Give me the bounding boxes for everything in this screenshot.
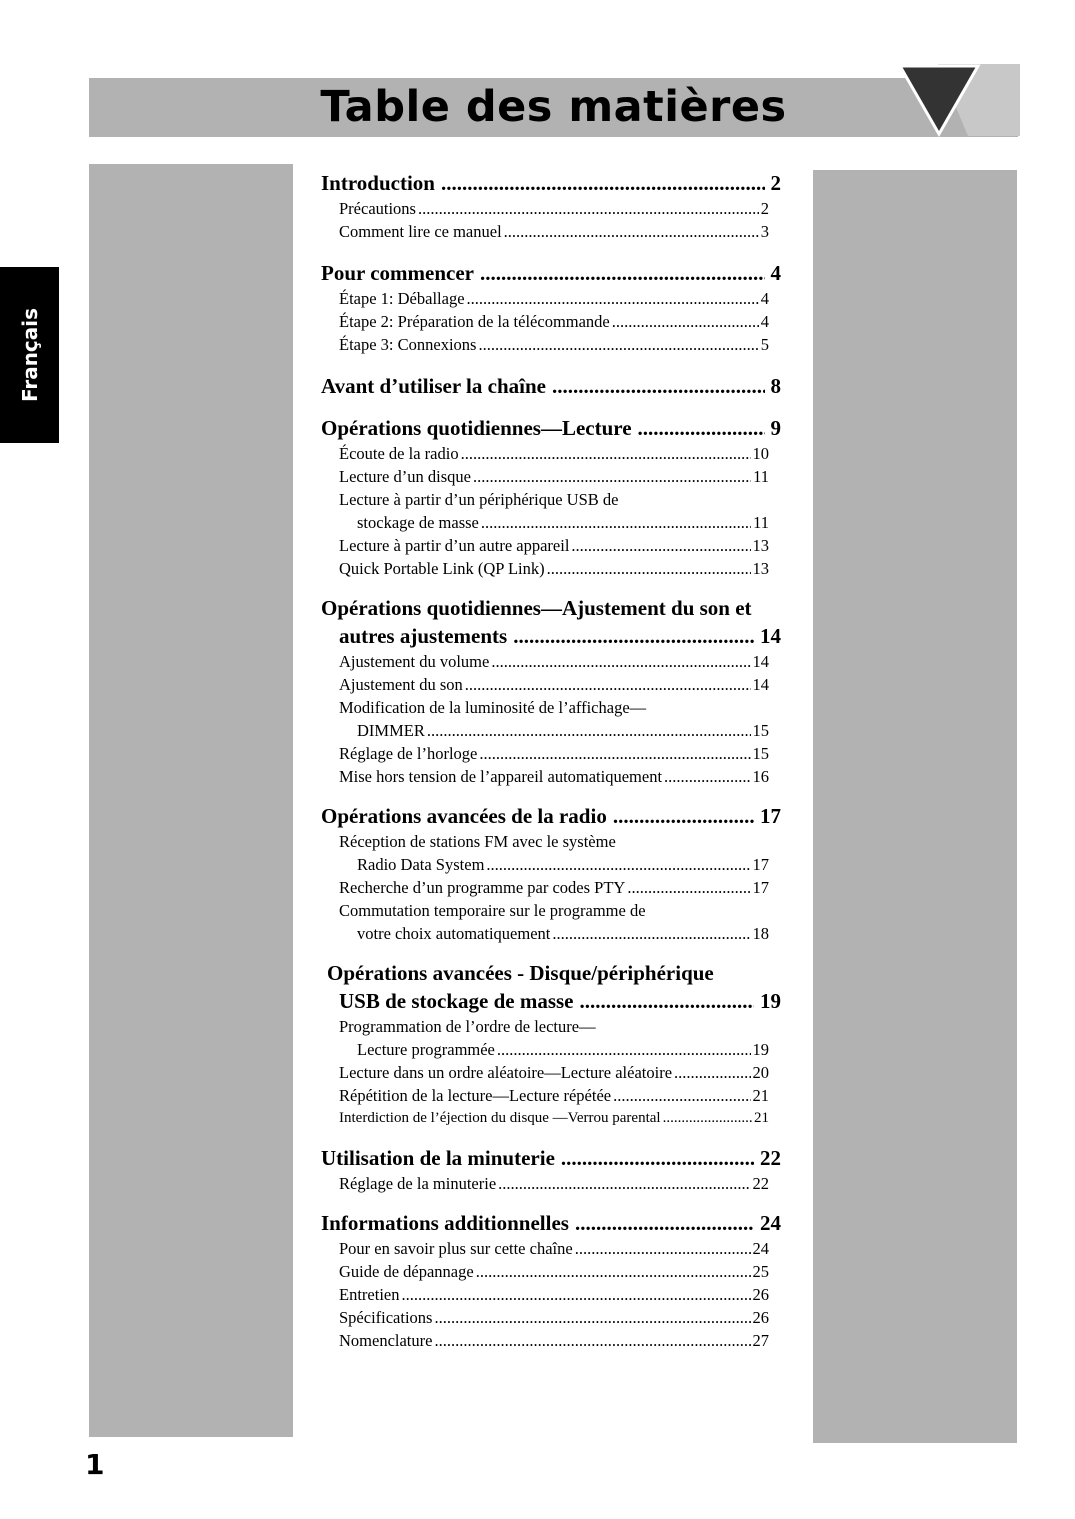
dot-leader — [552, 372, 765, 400]
section-page: 14 — [760, 624, 781, 648]
table-of-contents — [321, 169, 781, 1352]
section-heading[interactable] — [321, 372, 781, 400]
toc-entry[interactable] — [321, 650, 769, 673]
toc-entry-continued[interactable] — [321, 922, 769, 945]
toc-entry[interactable] — [321, 1306, 769, 1329]
toc-entry[interactable] — [321, 1172, 769, 1195]
section-page: 4 — [770, 261, 781, 285]
section-heading[interactable] — [321, 259, 781, 287]
entry-title: Modification de la luminosité de l’affichage— — [339, 698, 647, 717]
section-page: 19 — [760, 989, 781, 1013]
dot-leader — [434, 1329, 750, 1352]
dot-leader — [427, 719, 751, 742]
entry-title: DIMMER — [357, 721, 425, 740]
dot-leader — [491, 650, 750, 673]
toc-section-disque-usb — [321, 959, 781, 1130]
section-title: Opérations quotidiennes—Lecture — [321, 416, 632, 440]
entry-page: 11 — [753, 513, 769, 532]
section-heading-continued[interactable] — [321, 987, 781, 1015]
dot-leader — [674, 1061, 750, 1084]
toc-entry[interactable] — [321, 1237, 769, 1260]
toc-section-lecture — [321, 414, 781, 580]
toc-entry[interactable] — [321, 310, 769, 333]
entry-title: Pour en savoir plus sur cette chaîne — [339, 1239, 573, 1258]
section-title: Opérations quotidiennes—Ajustement du son et — [321, 596, 752, 620]
section-title: Utilisation de la minuterie — [321, 1146, 555, 1170]
entry-title: Lecture programmée — [357, 1040, 495, 1059]
toc-entry[interactable] — [321, 442, 769, 465]
dot-leader — [476, 1260, 751, 1283]
dot-leader — [467, 287, 759, 310]
entry-page: 3 — [760, 222, 769, 241]
section-title: USB de stockage de masse — [339, 989, 574, 1013]
dot-leader — [613, 802, 754, 830]
left-gray-column — [89, 164, 293, 1437]
toc-entry-continued[interactable] — [321, 853, 769, 876]
section-heading[interactable] — [321, 1144, 781, 1172]
section-page: 9 — [770, 416, 781, 440]
toc-entry[interactable] — [321, 673, 769, 696]
toc-entry-continued[interactable] — [321, 1038, 769, 1061]
entry-page: 17 — [752, 855, 769, 874]
entry-title: Précautions — [339, 199, 416, 218]
section-heading[interactable] — [321, 169, 781, 197]
toc-entry-continued[interactable] — [321, 511, 769, 534]
entry-title: Recherche d’un programme par codes PTY — [339, 878, 626, 897]
toc-entry[interactable] — [321, 287, 769, 310]
section-page: 24 — [760, 1211, 781, 1235]
dot-leader — [473, 465, 751, 488]
toc-entry[interactable] — [321, 534, 769, 557]
section-title: Informations additionnelles — [321, 1211, 569, 1235]
entry-page: 15 — [752, 744, 769, 763]
toc-section-informations — [321, 1209, 781, 1352]
dot-leader — [434, 1306, 750, 1329]
entry-page: 4 — [760, 312, 769, 331]
entry-title: Réglage de l’horloge — [339, 744, 478, 763]
dot-leader — [575, 1237, 751, 1260]
entry-title: Ajustement du son — [339, 675, 463, 694]
toc-section-ajustement — [321, 594, 781, 788]
entry-title: Écoute de la radio — [339, 444, 459, 463]
toc-entry[interactable] — [321, 1107, 769, 1130]
entry-title: Comment lire ce manuel — [339, 222, 502, 241]
entry-title: Radio Data System — [357, 855, 485, 874]
section-heading-continued[interactable] — [321, 622, 781, 650]
toc-entry[interactable] — [321, 220, 769, 243]
toc-section-pour-commencer — [321, 259, 781, 356]
section-title: autres ajustements — [339, 624, 508, 648]
dot-leader — [418, 197, 759, 220]
entry-page: 13 — [752, 559, 769, 578]
dot-leader — [401, 1283, 750, 1306]
dot-leader — [547, 557, 751, 580]
entry-title: Interdiction de l’éjection du disque —Verrou parental — [339, 1110, 661, 1126]
toc-entry[interactable] — [321, 465, 769, 488]
entry-title: Lecture à partir d’un autre appareil — [339, 536, 570, 555]
dot-leader — [513, 622, 754, 650]
entry-title: Lecture à partir d’un périphérique USB de — [339, 490, 619, 509]
entry-title: stockage de masse — [357, 513, 479, 532]
entry-title: Spécifications — [339, 1308, 433, 1327]
dot-leader — [504, 220, 759, 243]
entry-title: Réception de stations FM avec le système — [339, 832, 616, 851]
entry-title: Commutation temporaire sur le programme de — [339, 901, 646, 920]
toc-entry[interactable] — [321, 488, 769, 511]
section-title: Avant d’utiliser la chaîne — [321, 374, 546, 398]
entry-page: 17 — [752, 878, 769, 897]
dot-leader — [465, 673, 751, 696]
toc-entry[interactable] — [321, 742, 769, 765]
entry-page: 11 — [753, 467, 769, 486]
toc-entry[interactable] — [321, 557, 769, 580]
entry-title: Étape 1: Déballage — [339, 289, 465, 308]
section-title: Introduction — [321, 171, 435, 195]
entry-title: Réglage de la minuterie — [339, 1174, 497, 1193]
dot-leader — [478, 333, 758, 356]
entry-page: 4 — [760, 289, 769, 308]
entry-page: 5 — [760, 335, 769, 354]
dot-leader — [552, 922, 750, 945]
entry-page: 26 — [752, 1308, 769, 1327]
toc-entry[interactable] — [321, 765, 769, 788]
entry-title: Lecture dans un ordre aléatoire—Lecture aléatoire — [339, 1063, 673, 1082]
dot-leader — [613, 1084, 750, 1107]
toc-entry[interactable] — [321, 1061, 769, 1084]
dot-leader — [612, 310, 759, 333]
section-page: 2 — [770, 171, 781, 195]
dot-leader — [479, 742, 750, 765]
right-gray-column — [813, 170, 1017, 1443]
entry-title: Entretien — [339, 1285, 400, 1304]
section-heading[interactable] — [321, 1209, 781, 1237]
entry-page: 2 — [760, 199, 769, 218]
section-page: 22 — [760, 1146, 781, 1170]
entry-page: 14 — [752, 675, 769, 694]
toc-entry-continued[interactable] — [321, 719, 769, 742]
entry-title: Ajustement du volume — [339, 652, 490, 671]
section-heading[interactable] — [321, 802, 781, 830]
entry-title: Lecture d’un disque — [339, 467, 471, 486]
entry-page: 27 — [752, 1331, 769, 1350]
section-heading[interactable] — [321, 594, 781, 622]
toc-section-minuterie — [321, 1144, 781, 1195]
section-heading[interactable] — [321, 414, 781, 442]
section-title: Pour commencer — [321, 261, 474, 285]
toc-section-avant-utiliser — [321, 372, 781, 400]
dot-leader — [497, 1038, 751, 1061]
entry-page: 14 — [752, 652, 769, 671]
toc-entry[interactable] — [321, 1329, 769, 1352]
dot-leader — [498, 1172, 750, 1195]
dot-leader — [461, 442, 751, 465]
language-label: Français — [17, 307, 42, 403]
page-title: Table des matières — [320, 82, 787, 132]
entry-page: 25 — [752, 1262, 769, 1281]
toc-entry[interactable] — [321, 1084, 769, 1107]
language-tab — [0, 267, 59, 443]
toc-entry[interactable] — [321, 696, 769, 719]
corner-triangle-icon — [898, 64, 1020, 140]
toc-entry[interactable] — [321, 1015, 769, 1038]
entry-page: 15 — [752, 721, 769, 740]
entry-page: 21 — [754, 1110, 769, 1126]
entry-page: 13 — [752, 536, 769, 555]
entry-page: 20 — [752, 1063, 769, 1082]
entry-title: Mise hors tension de l’appareil automatiquement — [339, 767, 663, 786]
dot-leader — [663, 1107, 752, 1130]
section-page: 17 — [760, 804, 781, 828]
dot-leader — [561, 1144, 754, 1172]
entry-page: 22 — [752, 1174, 769, 1193]
entry-page: 21 — [752, 1086, 769, 1105]
toc-entry[interactable] — [321, 830, 769, 853]
entry-page: 24 — [752, 1239, 769, 1258]
entry-title: Étape 3: Connexions — [339, 335, 477, 354]
toc-entry[interactable] — [321, 1283, 769, 1306]
dot-leader — [638, 414, 765, 442]
dot-leader — [664, 765, 750, 788]
toc-entry[interactable] — [321, 876, 769, 899]
toc-section-introduction — [321, 169, 781, 243]
entry-page: 19 — [752, 1040, 769, 1059]
entry-page: 16 — [752, 767, 769, 786]
dot-leader — [575, 1209, 754, 1237]
toc-section-radio — [321, 802, 781, 945]
entry-title: Guide de dépannage — [339, 1262, 474, 1281]
dot-leader — [481, 511, 751, 534]
toc-entry[interactable] — [321, 899, 769, 922]
entry-title: Quick Portable Link (QP Link) — [339, 559, 545, 578]
entry-page: 10 — [752, 444, 769, 463]
entry-page: 26 — [752, 1285, 769, 1304]
entry-page: 18 — [752, 924, 769, 943]
dot-leader — [580, 987, 755, 1015]
entry-title: Nomenclature — [339, 1331, 433, 1350]
section-page: 8 — [770, 374, 781, 398]
toc-entry[interactable] — [321, 1260, 769, 1283]
dot-leader — [571, 534, 750, 557]
dot-leader — [441, 169, 765, 197]
entry-title: votre choix automatiquement — [357, 924, 551, 943]
dot-leader — [480, 259, 765, 287]
section-title: Opérations avancées - Disque/périphérique — [327, 961, 714, 985]
toc-entry[interactable] — [321, 333, 769, 356]
toc-entry[interactable] — [321, 197, 769, 220]
section-heading[interactable] — [321, 959, 781, 987]
entry-title: Répétition de la lecture—Lecture répétée — [339, 1086, 612, 1105]
dot-leader — [486, 853, 750, 876]
dot-leader — [627, 876, 750, 899]
entry-title: Programmation de l’ordre de lecture— — [339, 1017, 596, 1036]
section-title: Opérations avancées de la radio — [321, 804, 607, 828]
page-number: 1 — [85, 1448, 105, 1481]
entry-title: Étape 2: Préparation de la télécommande — [339, 312, 610, 331]
